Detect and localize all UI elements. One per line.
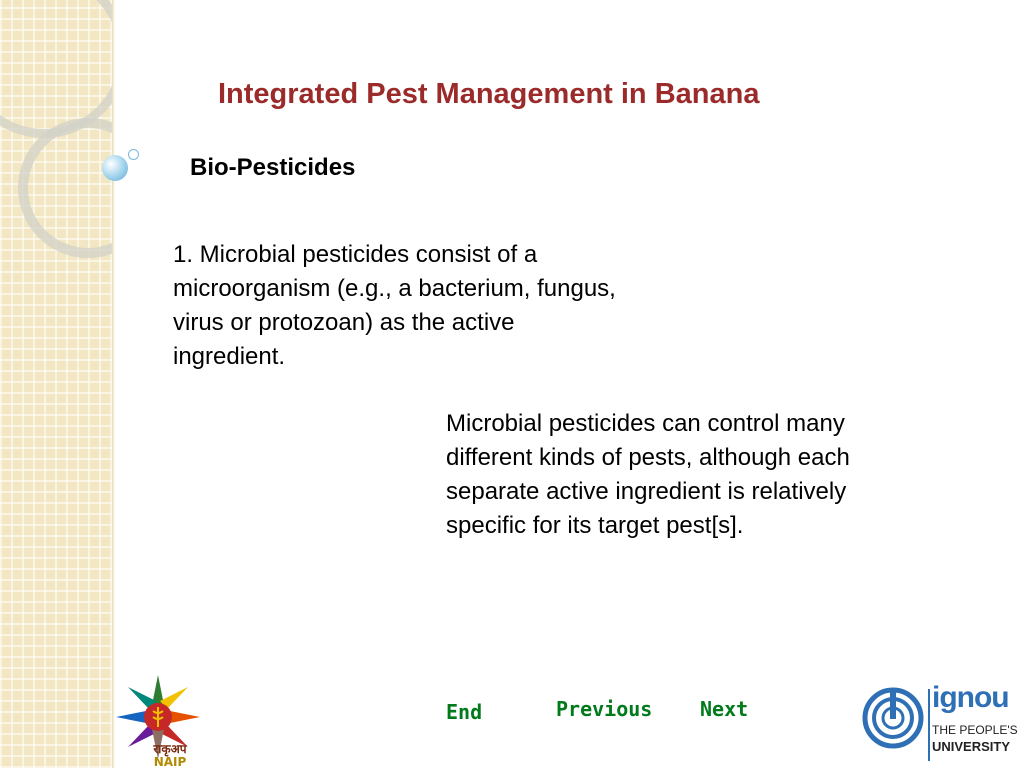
naip-logo-text: NAIP — [153, 755, 187, 769]
next-link[interactable]: Next — [700, 697, 749, 721]
ignou-tagline: THE PEOPLE'S — [932, 723, 1018, 737]
ignou-logo — [858, 683, 1024, 768]
previous-link[interactable]: Previous — [556, 697, 653, 721]
decorative-ring — [18, 118, 112, 258]
paragraph-microbial-definition: 1. Microbial pesticides consist of a microorganism (e.g., a bacterium, fungus, virus or protozoan) as the active ingredient. — [173, 241, 616, 370]
slide-subtitle: Bio-Pesticides — [190, 154, 356, 181]
ignou-tagline-university: UNIVERSITY — [932, 739, 1011, 754]
decorative-bubble — [102, 155, 128, 181]
end-link[interactable]: End — [446, 700, 483, 724]
naip-logo-script: राकृअप — [153, 742, 187, 756]
decorative-ring — [0, 0, 112, 138]
strip-edge — [112, 0, 115, 768]
ignou-wordmark: ignou — [932, 681, 1009, 714]
ignou-emblem-icon — [862, 687, 924, 749]
decorative-bubble — [128, 149, 139, 160]
ignou-divider — [928, 689, 930, 761]
decorative-side-strip — [0, 0, 112, 768]
paragraph-microbial-control: Microbial pesticides can control many different kinds of pests, although each separate active ingredient is relatively specific for its target pest[s]. — [446, 410, 850, 539]
slide-title: Integrated Pest Management in Banana — [218, 78, 760, 110]
